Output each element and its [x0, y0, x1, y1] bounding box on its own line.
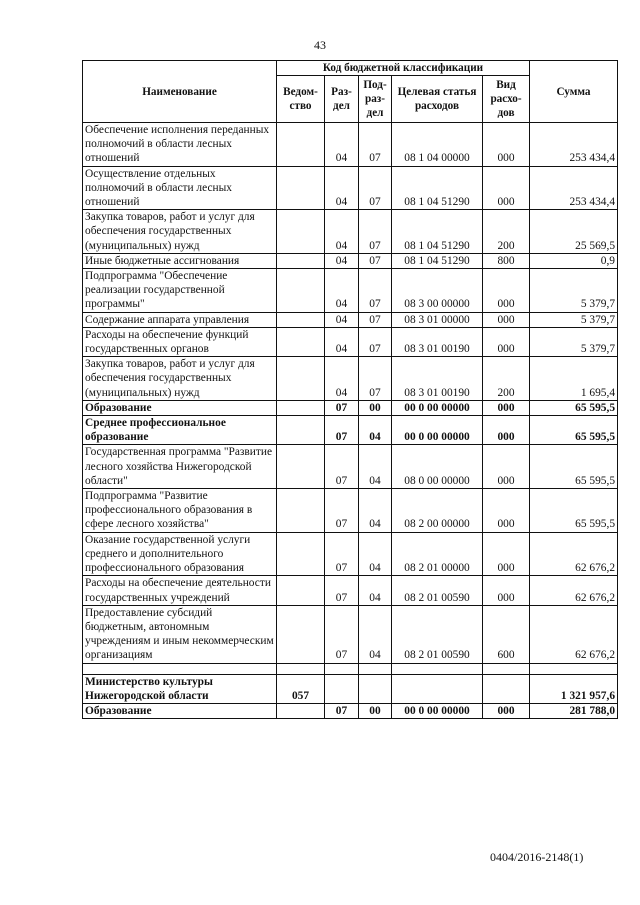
sum-cell: 1 321 957,6	[530, 674, 618, 703]
page-number: 43	[314, 38, 326, 52]
expense-type-cell: 000	[483, 327, 530, 356]
sum-cell: 65 595,5	[530, 416, 618, 445]
razdel-cell: 07	[325, 400, 359, 415]
target-item-cell: 08 3 01 00190	[392, 327, 483, 356]
name-cell: Предоставление субсидий бюджетным, автономным учреждениям и иным некоммерческим организациям	[83, 605, 277, 663]
razdel-cell: 07	[325, 489, 359, 533]
target-item-cell: 08 1 04 51290	[392, 210, 483, 254]
header-vedomstvo: Ведом-ство	[277, 76, 325, 123]
table-row	[83, 123, 618, 167]
header-target-item: Целевая статья расходов	[392, 76, 483, 123]
name-cell: Расходы на обеспечение функций государственных органов	[83, 327, 277, 356]
sum-cell: 5 379,7	[530, 269, 618, 313]
document-code: 0404/2016-2148(1)	[490, 850, 584, 864]
sum-cell: 253 434,4	[530, 166, 618, 210]
razdel-cell	[325, 674, 359, 703]
razdel-cell: 04	[325, 210, 359, 254]
table-row	[83, 357, 618, 401]
sum-cell: 62 676,2	[530, 605, 618, 663]
name-cell: Осуществление отдельных полномочий в области лесных отношений	[83, 166, 277, 210]
sum-cell: 65 595,5	[530, 489, 618, 533]
sum-cell: 65 595,5	[530, 400, 618, 415]
target-item-cell: 00 0 00 00000	[392, 400, 483, 415]
table-row	[83, 674, 618, 703]
vedomstvo-cell	[277, 703, 325, 718]
table-row	[83, 445, 618, 489]
vedomstvo-cell	[277, 400, 325, 415]
target-item-cell: 08 2 01 00000	[392, 532, 483, 576]
header-code-group: Код бюджетной классификации	[277, 61, 530, 76]
target-item-cell: 00 0 00 00000	[392, 703, 483, 718]
podrazdel-cell	[359, 674, 392, 703]
podrazdel-cell: 07	[359, 312, 392, 327]
expense-type-cell: 000	[483, 166, 530, 210]
table-row	[83, 327, 618, 356]
vedomstvo-cell	[277, 416, 325, 445]
podrazdel-cell: 04	[359, 576, 392, 605]
podrazdel-cell: 07	[359, 123, 392, 167]
razdel-cell: 04	[325, 253, 359, 268]
header-razdel: Раз-дел	[325, 76, 359, 123]
target-item-cell: 08 1 04 51290	[392, 166, 483, 210]
expense-type-cell: 000	[483, 416, 530, 445]
vedomstvo-cell	[277, 166, 325, 210]
name-cell: Содержание аппарата управления	[83, 312, 277, 327]
name-cell: Образование	[83, 703, 277, 718]
target-item-cell: 08 2 01 00590	[392, 576, 483, 605]
target-item-cell: 08 2 00 00000	[392, 489, 483, 533]
podrazdel-cell: 04	[359, 445, 392, 489]
sum-cell: 62 676,2	[530, 532, 618, 576]
name-cell: Подпрограмма "Развитие профессионального образования в сфере лесного хозяйства"	[83, 489, 277, 533]
spacer-cell	[392, 663, 483, 674]
podrazdel-cell: 07	[359, 210, 392, 254]
podrazdel-cell: 04	[359, 605, 392, 663]
vedomstvo-cell	[277, 576, 325, 605]
table-row	[83, 532, 618, 576]
table-row	[83, 210, 618, 254]
name-cell: Расходы на обеспечение деятельности государственных учреждений	[83, 576, 277, 605]
target-item-cell: 00 0 00 00000	[392, 416, 483, 445]
sum-cell: 281 788,0	[530, 703, 618, 718]
sum-cell: 65 595,5	[530, 445, 618, 489]
expense-type-cell: 000	[483, 703, 530, 718]
name-cell: Министерство культуры Нижегородской области	[83, 674, 277, 703]
podrazdel-cell: 04	[359, 489, 392, 533]
name-cell: Закупка товаров, работ и услуг для обеспечения государственных (муниципальных) нужд	[83, 210, 277, 254]
podrazdel-cell: 07	[359, 269, 392, 313]
expense-type-cell: 200	[483, 357, 530, 401]
name-cell: Иные бюджетные ассигнования	[83, 253, 277, 268]
expense-type-cell: 000	[483, 576, 530, 605]
expense-type-cell: 800	[483, 253, 530, 268]
target-item-cell: 08 3 01 00000	[392, 312, 483, 327]
name-cell: Среднее профессиональное образование	[83, 416, 277, 445]
razdel-cell: 07	[325, 532, 359, 576]
sum-cell: 5 379,7	[530, 312, 618, 327]
spacer-cell	[483, 663, 530, 674]
razdel-cell: 07	[325, 445, 359, 489]
header-name: Наименование	[83, 61, 277, 123]
table-row	[83, 269, 618, 313]
budget-table	[82, 60, 618, 719]
target-item-cell: 08 2 01 00590	[392, 605, 483, 663]
sum-cell: 1 695,4	[530, 357, 618, 401]
razdel-cell: 04	[325, 312, 359, 327]
sum-cell: 0,9	[530, 253, 618, 268]
spacer-cell	[530, 663, 618, 674]
razdel-cell: 07	[325, 703, 359, 718]
vedomstvo-cell	[277, 605, 325, 663]
name-cell: Обеспечение исполнения переданных полномочий в области лесных отношений	[83, 123, 277, 167]
table-row	[83, 605, 618, 663]
spacer-cell	[325, 663, 359, 674]
sum-cell: 5 379,7	[530, 327, 618, 356]
expense-type-cell	[483, 674, 530, 703]
podrazdel-cell: 04	[359, 532, 392, 576]
table-row	[83, 400, 618, 415]
razdel-cell: 07	[325, 605, 359, 663]
podrazdel-cell: 07	[359, 253, 392, 268]
table-row	[83, 489, 618, 533]
table-row	[83, 663, 618, 674]
podrazdel-cell: 00	[359, 703, 392, 718]
vedomstvo-cell	[277, 123, 325, 167]
target-item-cell: 08 1 04 00000	[392, 123, 483, 167]
table-row	[83, 703, 618, 718]
spacer-cell	[359, 663, 392, 674]
vedomstvo-cell: 057	[277, 674, 325, 703]
table-row	[83, 576, 618, 605]
razdel-cell: 04	[325, 269, 359, 313]
vedomstvo-cell	[277, 532, 325, 576]
name-cell: Государственная программа "Развитие лесного хозяйства Нижегородской области"	[83, 445, 277, 489]
expense-type-cell: 000	[483, 123, 530, 167]
table-row	[83, 166, 618, 210]
razdel-cell: 07	[325, 416, 359, 445]
expense-type-cell: 000	[483, 445, 530, 489]
sum-cell: 25 569,5	[530, 210, 618, 254]
name-cell: Оказание государственной услуги среднего и дополнительного профессионального образования	[83, 532, 277, 576]
vedomstvo-cell	[277, 327, 325, 356]
razdel-cell: 04	[325, 166, 359, 210]
name-cell: Подпрограмма "Обеспечение реализации государственной программы"	[83, 269, 277, 313]
header-podrazdel: Под-раз-дел	[359, 76, 392, 123]
podrazdel-cell: 07	[359, 357, 392, 401]
table-row	[83, 312, 618, 327]
name-cell: Закупка товаров, работ и услуг для обеспечения государственных (муниципальных) нужд	[83, 357, 277, 401]
vedomstvo-cell	[277, 357, 325, 401]
target-item-cell: 08 0 00 00000	[392, 445, 483, 489]
podrazdel-cell: 00	[359, 400, 392, 415]
expense-type-cell: 600	[483, 605, 530, 663]
razdel-cell: 07	[325, 576, 359, 605]
expense-type-cell: 000	[483, 269, 530, 313]
header-expense-type: Вид расхо-дов	[483, 76, 530, 123]
spacer-cell	[277, 663, 325, 674]
vedomstvo-cell	[277, 269, 325, 313]
razdel-cell: 04	[325, 327, 359, 356]
header-sum: Сумма	[530, 61, 618, 123]
vedomstvo-cell	[277, 253, 325, 268]
expense-type-cell: 000	[483, 312, 530, 327]
expense-type-cell: 200	[483, 210, 530, 254]
spacer-cell	[83, 663, 277, 674]
razdel-cell: 04	[325, 123, 359, 167]
podrazdel-cell: 04	[359, 416, 392, 445]
vedomstvo-cell	[277, 445, 325, 489]
podrazdel-cell: 07	[359, 327, 392, 356]
sum-cell: 62 676,2	[530, 576, 618, 605]
vedomstvo-cell	[277, 312, 325, 327]
expense-type-cell: 000	[483, 532, 530, 576]
vedomstvo-cell	[277, 489, 325, 533]
name-cell: Образование	[83, 400, 277, 415]
razdel-cell: 04	[325, 357, 359, 401]
target-item-cell: 08 1 04 51290	[392, 253, 483, 268]
table-body	[83, 123, 618, 719]
expense-type-cell: 000	[483, 489, 530, 533]
expense-type-cell: 000	[483, 400, 530, 415]
target-item-cell	[392, 674, 483, 703]
table-row	[83, 416, 618, 445]
target-item-cell: 08 3 01 00190	[392, 357, 483, 401]
sum-cell: 253 434,4	[530, 123, 618, 167]
table-row	[83, 253, 618, 268]
target-item-cell: 08 3 00 00000	[392, 269, 483, 313]
podrazdel-cell: 07	[359, 166, 392, 210]
vedomstvo-cell	[277, 210, 325, 254]
